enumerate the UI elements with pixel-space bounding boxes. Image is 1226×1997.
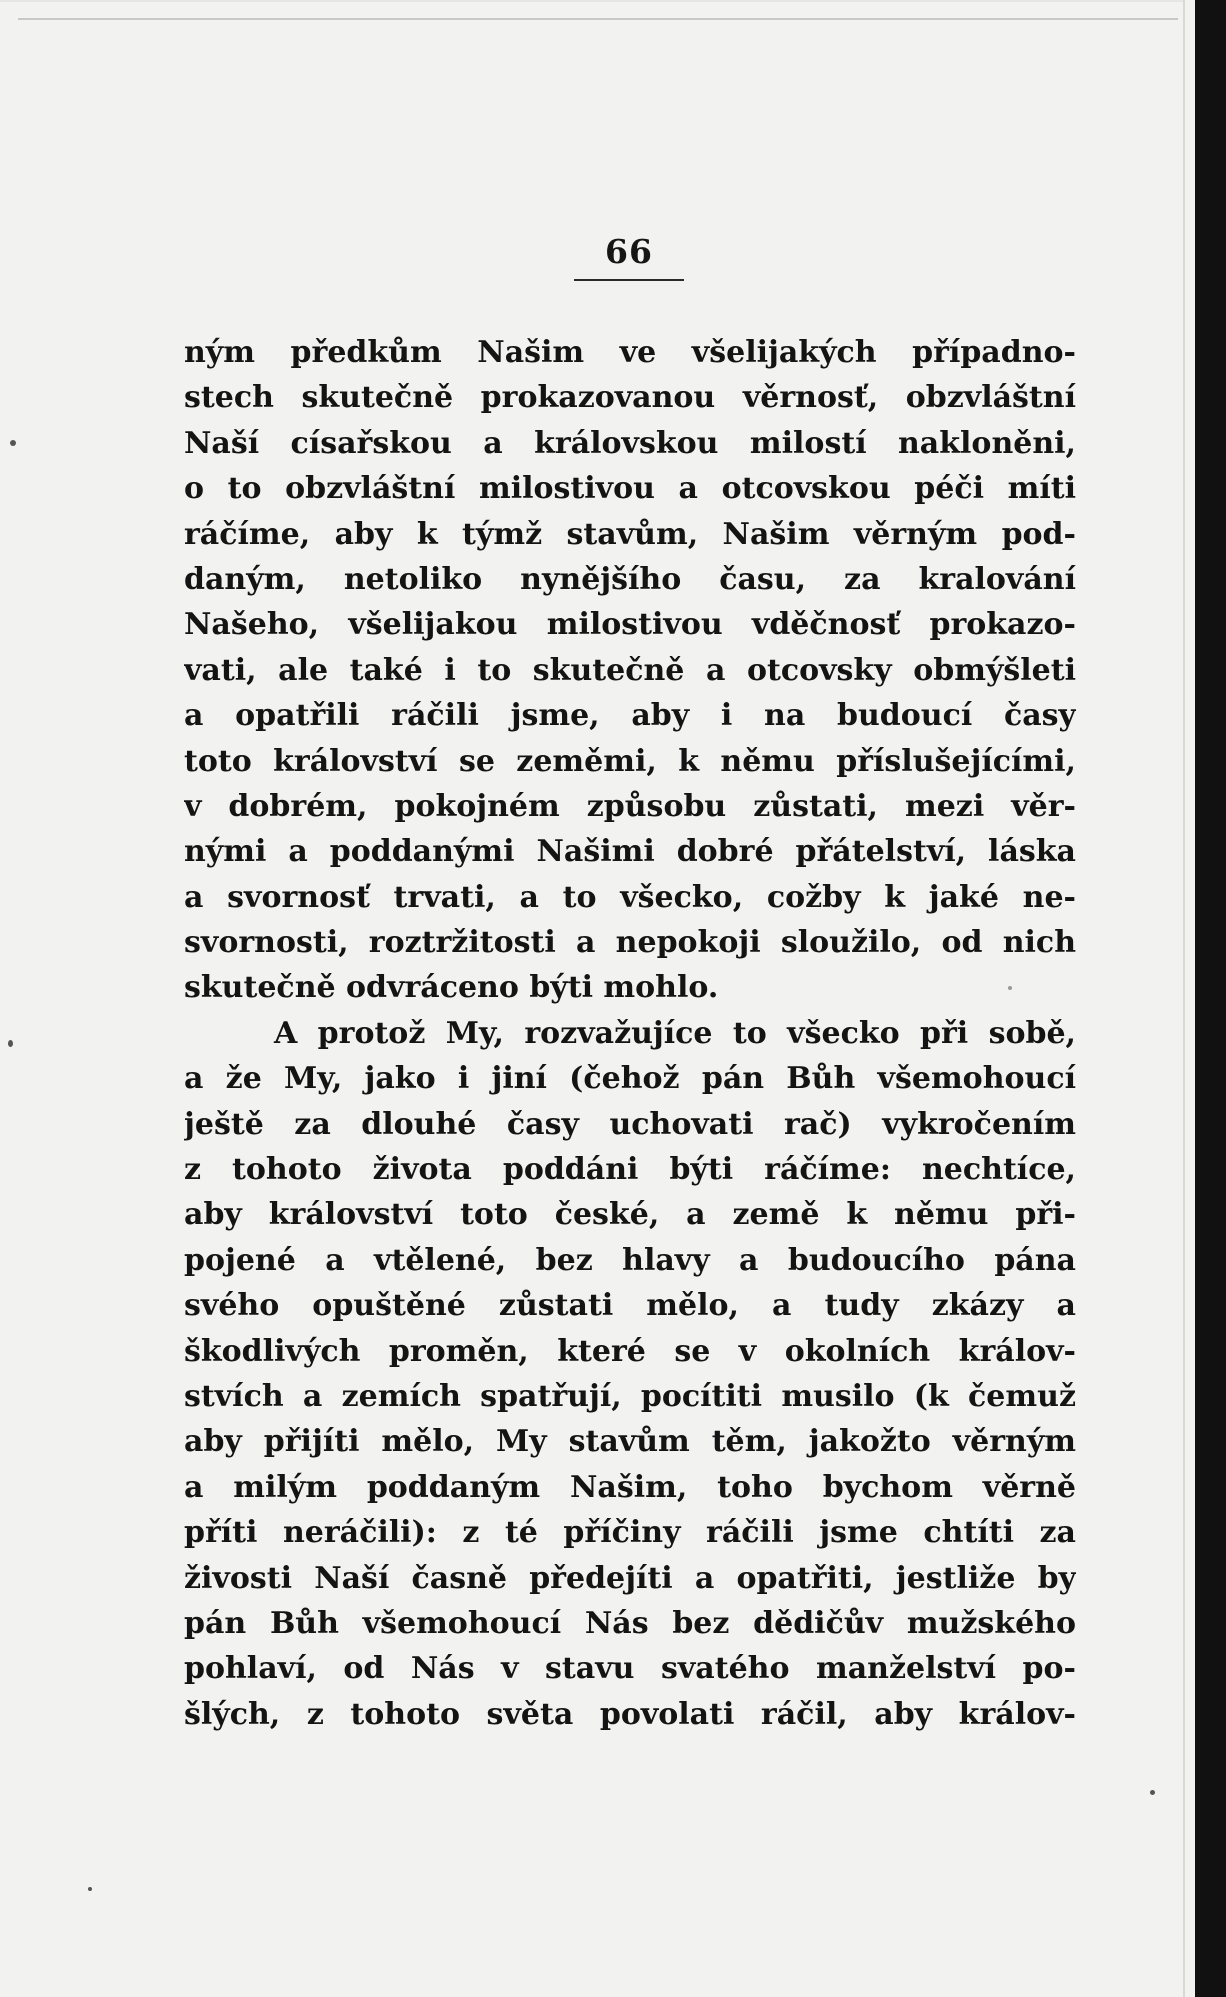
text-line: a že My, jako i jiní (čehož pán Bůh všemohoucí xyxy=(184,1061,1076,1097)
text-line: ráčíme, aby k týmž stavům, Našim věrným pod- xyxy=(184,516,1076,552)
text-line: ještě za dlouhé časy uchovati rač) vykročením xyxy=(184,1106,1076,1142)
text-line: a milým poddaným Našim, toho bychom věrně xyxy=(184,1469,1076,1505)
text-line: a svornosť trvati, a to všecko, cožby k jaké ne- xyxy=(184,879,1076,915)
paragraph-1 xyxy=(184,330,1076,1011)
text-line: aby království toto české, a země k němu při- xyxy=(184,1197,1076,1233)
text-line: A protož My, rozvažujíce to všecko při sobě, xyxy=(274,1015,1076,1051)
text-line: nými a poddanými Našimi dobré přátelství, láska xyxy=(184,834,1076,870)
text-line: pán Bůh všemohoucí Nás bez dědičův mužského xyxy=(184,1605,1076,1641)
text-line: skutečně odvráceno býti mohlo. xyxy=(184,970,719,1006)
page-edge xyxy=(1185,0,1195,1997)
text-line: stvích a zemích spatřují, pocítiti musilo (k čemuž xyxy=(184,1378,1076,1414)
scan-speck xyxy=(10,440,16,446)
scan-speck xyxy=(8,1040,13,1047)
top-edge-line xyxy=(18,18,1178,20)
text-line: toto království se zeměmi, k němu příslušejícími, xyxy=(184,743,1076,779)
text-line: škodlivých proměn, které se v okolních králov- xyxy=(184,1333,1076,1369)
text-line: Našeho, všelijakou milostivou vděčnosť prokazo- xyxy=(184,607,1076,643)
page-number-underline xyxy=(574,279,684,281)
text-line: daným, netoliko nynějšího času, za kralování xyxy=(184,561,1076,597)
text-line: v dobrém, pokojném způsobu zůstati, mezi věr- xyxy=(184,788,1076,824)
text-line: svého opuštěné zůstati mělo, a tudy zkázy a xyxy=(184,1288,1076,1324)
page-number: 66 xyxy=(605,232,653,271)
text-line: svornosti, roztržitosti a nepokoji sloužilo, od nich xyxy=(184,925,1076,961)
text-line: příti neráčili): z té příčiny ráčili jsme chtíti za xyxy=(184,1515,1076,1551)
scan-speck xyxy=(88,1887,92,1891)
text-line: o to obzvláštní milostivou a otcovskou péči míti xyxy=(184,471,1076,507)
scan-speck xyxy=(1150,1790,1155,1795)
text-line: stech skutečně prokazovanou věrnosť, obzvláštní xyxy=(184,380,1076,416)
text-line: živosti Naší časně předejíti a opatřiti, jestliže by xyxy=(184,1560,1076,1596)
text-line: vati, ale také i to skutečně a otcovsky obmýšleti xyxy=(184,652,1076,688)
scan-speck xyxy=(1008,986,1012,990)
text-line: z tohoto života poddáni býti ráčíme: nechtíce, xyxy=(184,1152,1076,1188)
body-text xyxy=(184,330,1076,1737)
text-line: šlých, z tohoto světa povolati ráčil, aby králov- xyxy=(184,1696,1076,1732)
text-line: ným předkům Našim ve všelijakých případno- xyxy=(184,335,1076,370)
text-line: pohlaví, od Nás v stavu svatého manželství po- xyxy=(184,1651,1076,1687)
text-line: Naší císařskou a královskou milostí nakloněni, xyxy=(184,425,1076,461)
text-line: pojené a vtělené, bez hlavy a budoucího pána xyxy=(184,1242,1076,1278)
text-line: a opatřili ráčili jsme, aby i na budoucí časy xyxy=(184,698,1076,734)
text-line: aby přijíti mělo, My stavům těm, jakožto věrným xyxy=(184,1424,1076,1460)
paragraph-2 xyxy=(184,1011,1076,1737)
scan-border xyxy=(1195,0,1226,1997)
